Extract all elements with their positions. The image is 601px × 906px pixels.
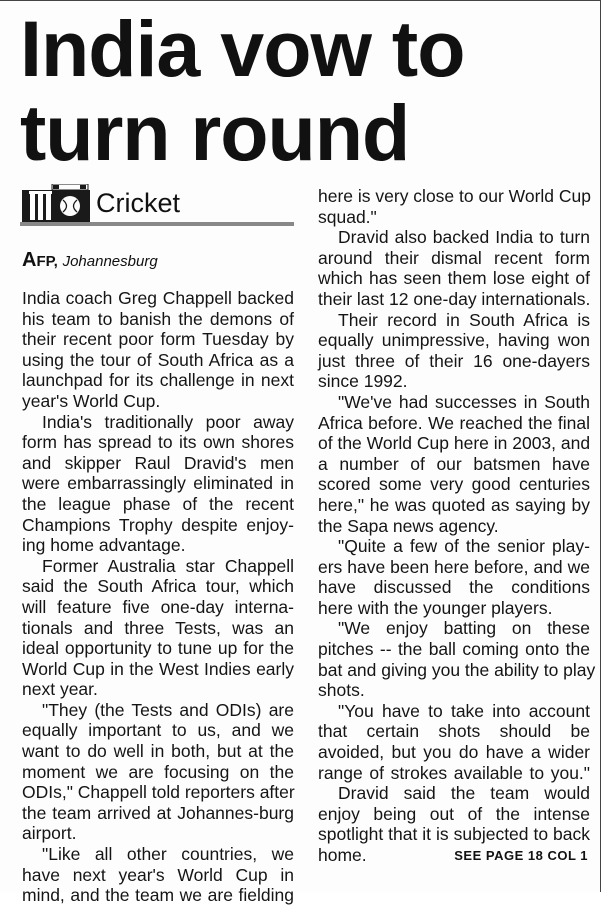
article-line: India coach Greg Chappell backed — [22, 288, 294, 308]
article-line: which has seen them lose eight of — [318, 268, 590, 289]
article-line: of the World Cup here in 2003, and — [318, 433, 591, 454]
article-line: the team arrived at Johannes-burg — [22, 802, 294, 823]
article-line: scored some very good centuries — [318, 474, 590, 495]
jump-reference: SEE PAGE 18 COL 1 — [454, 848, 588, 863]
article-line: their recent poor form Tuesday by — [22, 329, 294, 350]
article-line: that certain shots should be — [318, 721, 590, 742]
article-line: and skipper Raul Dravid's men — [22, 452, 294, 473]
article-line: have discussed the conditions — [318, 577, 590, 598]
article-line: want to do well in both, but at the — [22, 741, 294, 762]
dateline-city: Johannesburg — [62, 253, 158, 270]
article-line: ing home advantage. — [22, 535, 186, 556]
article-line: moment we are focusing on the — [22, 761, 294, 782]
article-line: spotlight that it is subjected to back — [318, 824, 590, 845]
dateline — [22, 249, 158, 273]
article-line: here with the younger players. — [318, 597, 553, 618]
article-line: Former Australia star Chappell — [42, 555, 294, 576]
article-line: here is very close to our World Cup — [318, 186, 591, 206]
agency-rest: FP, — [36, 253, 58, 270]
section-rule — [20, 222, 294, 226]
article-line: equally unimpressive, having won — [318, 330, 590, 351]
article-line: his team to banish the demons of — [22, 308, 294, 329]
article-line: tionals and three Tests, was an — [22, 617, 294, 638]
article-line: their last 12 one-day internationals. — [318, 288, 591, 309]
article-line: Africa before. We reached the final — [318, 412, 590, 433]
article-line: Their record in South Africa is — [338, 309, 590, 330]
article-line: launchpad for its challenge in next — [22, 370, 294, 391]
article-line: since 1992. — [318, 371, 408, 392]
article-line: next year. — [22, 679, 98, 700]
article-line: bat and giving you the ability to play — [318, 659, 596, 680]
article-column-right — [318, 186, 596, 866]
article-line: equally important to us, and we — [22, 720, 294, 741]
article-line: have next year's World Cup in — [22, 864, 294, 885]
article-line: year's World Cup. — [22, 390, 161, 411]
section-label: Cricket — [96, 188, 181, 218]
article-line: will feature five one-day interna- — [22, 596, 294, 617]
article-line: enjoy being out of the intense — [318, 803, 590, 824]
article-line: home. — [318, 845, 367, 865]
article-line: using the tour of South Africa as a — [22, 349, 294, 370]
article-line: World Cup in the West Indies early — [22, 658, 294, 679]
article-line: "You have to take into account — [338, 700, 590, 721]
article-line: just three of their 16 one-dayers — [318, 350, 590, 371]
headline-line-1: India vow to — [20, 4, 465, 93]
article-column-left — [22, 288, 294, 906]
article-line: the Sapa news agency. — [318, 515, 499, 536]
article-line: the league phase of the recent — [22, 493, 294, 514]
headline-line-2: turn round — [20, 88, 410, 177]
article-line: "We've had successes in South — [338, 391, 590, 412]
section-logo — [20, 184, 294, 228]
headline — [20, 4, 600, 177]
article-line: were embarrassingly eliminated in — [22, 473, 294, 494]
article-line: Champions Trophy despite enjoy- — [22, 514, 294, 535]
article-line: squad." — [318, 206, 377, 227]
article-line: form has spread to its own shores — [22, 432, 294, 453]
article-line: avoided, but you do have a wider — [318, 742, 590, 763]
article-line: around their dismal recent form — [318, 247, 590, 268]
article-line: mind, and the team we are fielding — [22, 885, 294, 906]
article-line: range of strokes available to you." — [318, 762, 590, 783]
article-line: said the South Africa tour, which — [22, 576, 294, 597]
article-line: "They (the Tests and ODIs) are — [42, 699, 294, 720]
cricket-bat-ball-icon — [22, 184, 92, 226]
article-line: shots. — [318, 680, 365, 701]
article-line: "We enjoy batting on these — [338, 618, 590, 639]
agency-initial: A — [22, 249, 37, 271]
article-line: pitches -- the ball coming onto the — [318, 639, 590, 660]
article-line: "Like all other countries, we — [42, 844, 294, 865]
article-line: ODIs," Chappell told reporters after — [22, 782, 295, 803]
article-line: ers have been here before, and we — [318, 556, 590, 577]
article-line: Dravid said the team would — [338, 783, 590, 804]
article-line: here," he was quoted as saying by — [318, 494, 590, 515]
article-line: India's traditionally poor away — [42, 411, 294, 432]
article-line: ideal opportunity to tune up for the — [22, 638, 294, 659]
article-line: Dravid also backed India to turn — [338, 227, 590, 248]
article-line: a number of our batsmen have — [318, 453, 590, 474]
article-line: airport. — [22, 823, 77, 844]
article-line: "Quite a few of the senior play- — [338, 536, 590, 557]
